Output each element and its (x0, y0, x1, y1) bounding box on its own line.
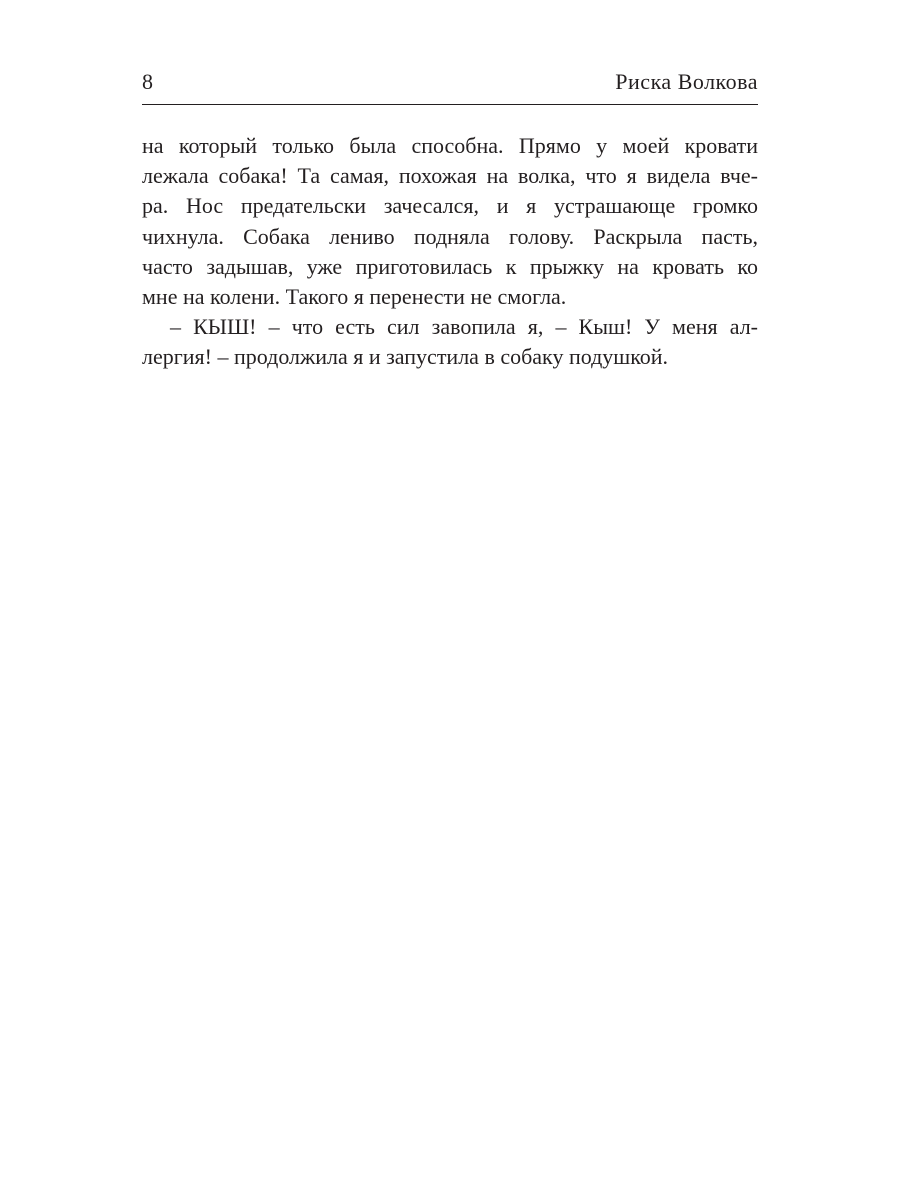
page-number: 8 (142, 69, 153, 94)
running-head-author: Риска Волкова (615, 69, 758, 94)
text-line: чихнула. Собака лениво подняла голову. Раскрыла пасть, (142, 223, 758, 249)
text-line: мне на колени. Такого я перенести не смогла. (142, 283, 567, 309)
text-line: лергия! – продолжила я и запустила в собаку подушкой. (142, 344, 669, 370)
header-divider (142, 104, 758, 105)
page-header (142, 64, 758, 104)
text-line: ра. Нос предательски зачесался, и я устрашающе громко (142, 193, 758, 219)
text-line: лежала собака! Та самая, похожая на волка, что я видела вче- (142, 163, 758, 189)
text-line: на который только была способна. Прямо у моей кровати (142, 133, 758, 158)
body-text (142, 131, 758, 373)
text-line: часто задышав, уже приготовилась к прыжку на кровать ко (142, 253, 758, 279)
text-line: – КЫШ! – что есть сил завопила я, – Кыш! У меня ал- (170, 314, 758, 340)
